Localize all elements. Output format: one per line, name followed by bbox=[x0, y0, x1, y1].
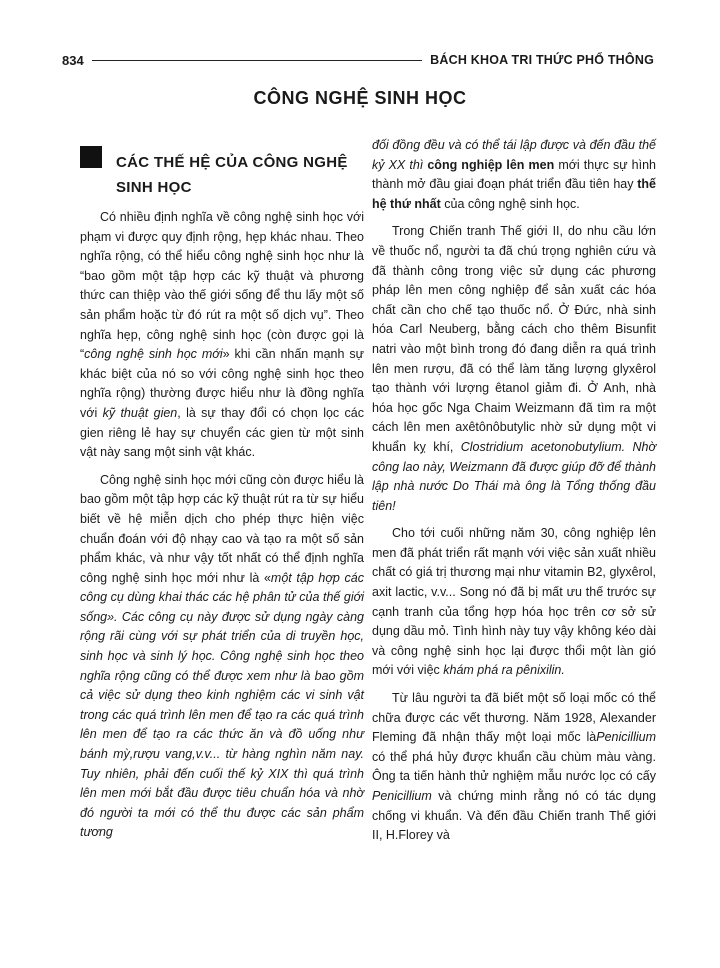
text-run: Công nghệ sinh học mới cũng còn được hiểu là bao gồm một tập hợp các kỹ thuật rút ra từ sự hiểu biết về hệ miễn dịch cho phép thực hiện việc chuẩn đoán với độ nhạy cao và tạo ra một số sản phẩm khác, và như vậy tốt nhất có thể định nghĩa công nghệ sinh học mới như là « bbox=[80, 472, 364, 585]
text-run-bold: thế hệ thứ nhất bbox=[372, 177, 656, 211]
paragraph-thirties bbox=[372, 524, 656, 681]
right-column bbox=[372, 136, 656, 854]
section-title bbox=[116, 150, 366, 200]
text-run: có thể phá hủy được khuẩn cầu chùm màu vàng. Ông ta tiến hành thử nghiệm mẫu nước lọc có cấy bbox=[372, 749, 656, 784]
text-run: Trong Chiến tranh Thế giới II, do nhu cầu lớn về thuốc nổ, người ta đã chú trọng nghiên cứu và đã thành công trong việc sử dụng các phương pháp lên men công nghiệp để sản xuất các hóa chất cần cho chế tạo thuốc nổ. Ở Đức, nhà sinh hóa Carl Neuberg, bằng cách cho thêm Bisunfit natri vào một bình trong đó đang diễn ra quá trình lên men rượu, đã có thể làm tăng lượng glyxêrol tạo thành với lượng êtanol giảm đi. Ở Anh, nhà hóa học gốc Nga Chaim Weizmann đã tìm ra một cách lên men axêtônôbutylic nhờ sử dụng một vi khuẩn kỵ khí, bbox=[372, 224, 656, 454]
text-run-italic: kỹ thuật gien bbox=[102, 405, 178, 420]
section-title-line-1: CÁC THẾ HỆ CỦA CÔNG NGHỆ bbox=[116, 154, 348, 171]
text-run: Cho tới cuối những năm 30, công nghiệp lên men đã phát triển rất mạnh với việc sản xuất nhiều chất có giá trị thương mại như vitamin B2, glyxêrol, axit lactic, v.v... Song nó đã bị mất ưu thế trước sự cạnh tranh của tổng hợp hóa học trên cơ sở sử dụng dầu mỏ. Tình hình này tuy vậy không kéo dài và công nghệ sinh học lại được thổi một làn gió mới với việc bbox=[372, 526, 656, 678]
running-title: BÁCH KHOA TRI THỨC PHỔ THÔNG bbox=[430, 53, 654, 67]
text-run: và chứng minh rằng nó có tác dụng chống vi khuẩn. Và đến đầu Chiến tranh Thế giới II, H.Florey và bbox=[372, 789, 656, 843]
text-run-italic: khám phá ra pênixilin. bbox=[443, 663, 565, 678]
text-run: Có nhiều định nghĩa về công nghệ sinh học với phạm vi được quy định rộng, hẹp khác nhau. Theo nghĩa rộng, có thể hiểu công nghệ sinh học như là “bao gồm một tập hợp các kỹ thuật và phương thức can thiệp vào thế giới sống để thu lấy một số sản phẩm hoặc từ đó rút ra một số dịch vụ”. Theo nghĩa hẹp, công nghệ sinh học (còn được gọi là “ bbox=[80, 210, 364, 362]
text-run-italic: công nghệ sinh học mới bbox=[84, 347, 223, 362]
text-run-italic: một tập hợp các công cụ dùng khai thác các hệ phân tử của thế giới sống». Các công cụ này được sử dụng ngày càng rộng rãi cùng với sự phát triển của di truyền học, sinh học và sinh lý học. Công nghệ sinh học theo nghĩa rộng cũng có thể được xem như là bao gồm cả việc sử dụng theo kinh nghiệm các vi sinh vật trong các quá trình lên men để tạo ra các quá trình lên men để tạo ra các thức ăn và đồ uống như bánh mỳ,rượu vang,v.v... từ hàng nghìn năm nay. Tuy nhiên, phải đến cuối thế kỷ XIX thì quá trình lên men mới bắt đầu được tiêu chuẩn hóa và nhờ đó người ta mới có thể thu được các sản phẩm tương bbox=[80, 570, 364, 840]
section-heading bbox=[80, 136, 364, 208]
section-title-line-2: SINH HỌC bbox=[116, 179, 192, 196]
text-run-bold: công nghiệp lên men bbox=[427, 157, 555, 172]
left-column bbox=[80, 136, 364, 851]
text-run: , là sự thay đổi có chọn lọc các gien riêng lẻ hay sự chuyển các gien từ một sinh vật này sang một sinh vật khác. bbox=[80, 405, 364, 460]
text-run-italic: Penicillium bbox=[596, 730, 656, 745]
text-run: của công nghệ sinh học. bbox=[440, 196, 580, 211]
text-run-italic: Clostridium acetonobutylium. Nhờ công lao này, Weizmann đã được giúp đỡ để thành lập nhà nước Do Thái mà ông là Tổng thống đầu tiên! bbox=[372, 439, 656, 513]
section-marker-icon bbox=[80, 146, 102, 168]
paragraph-new-biotech bbox=[80, 471, 364, 843]
text-run-italic: đối đồng đều và có thể tái lập được và đến đầu thế kỷ XX thì bbox=[372, 138, 656, 172]
paragraph-continuation bbox=[372, 136, 656, 214]
running-header bbox=[62, 50, 654, 70]
chapter-title: CÔNG NGHỆ SINH HỌC bbox=[253, 88, 467, 108]
text-run: Từ lâu người ta đã biết một số loại mốc có thể chữa được các vết thương. Năm 1928, Alexander Fleming đã nhận thấy một loại mốc là bbox=[372, 691, 656, 745]
text-run: » khi cần nhấn mạnh sự khác biệt của nó so với công nghệ sinh học theo nghĩa rộng) thường được hiểu như là đồng nghĩa với bbox=[80, 347, 364, 420]
page-number: 834 bbox=[62, 52, 84, 68]
header-rule bbox=[92, 60, 422, 61]
text-run: mới thực sự hình thành mở đầu giai đoạn phát triển đầu tiên hay bbox=[372, 157, 656, 192]
paragraph-definitions bbox=[80, 208, 364, 463]
paragraph-penicillin bbox=[372, 689, 656, 846]
paragraph-world-war bbox=[372, 222, 656, 516]
text-run-italic: Penicillium bbox=[372, 789, 432, 803]
